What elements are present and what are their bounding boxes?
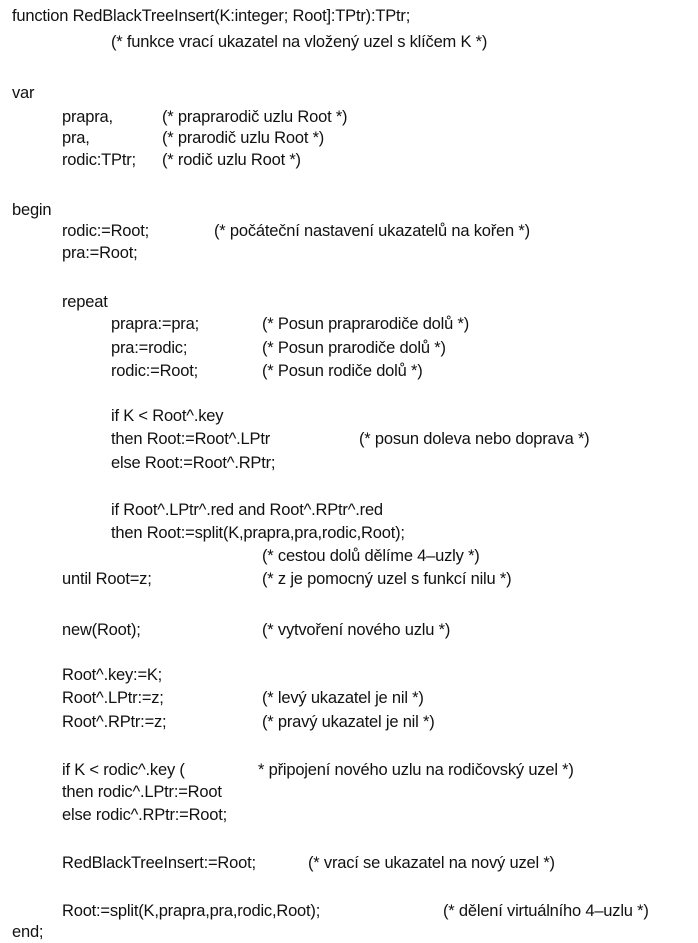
result-comment: (* vrací se ukazatel na nový uzel *) [308,854,555,872]
shift-prapra-code: prapra:=pra; [111,315,199,333]
var-keyword: var [12,84,35,102]
descend-else-line: else Root:=Root^.RPtr; [111,454,276,472]
var-comment-rodic: (* rodič uzlu Root *) [162,151,301,169]
function-description-comment: (* funkce vrací ukazatel na vložený uzel s klíčem K *) [111,33,488,51]
repeat-keyword: repeat [62,293,108,311]
new-root-comment: (* vytvoření nového uzlu *) [262,621,451,639]
function-signature: function RedBlackTreeInsert(K:integer; Root]:TPtr):TPtr; [12,7,411,25]
begin-keyword: begin [12,201,52,219]
init-pra-assign: pra:=Root; [62,244,138,262]
final-split-code: Root:=split(K,prapra,pra,rodic,Root); [62,902,321,920]
split-comment: (* cestou dolů dělíme 4–uzly *) [262,547,480,565]
attach-comment: * připojení nového uzlu na rodičovský uzel *) [258,761,574,779]
attach-if-line: if K < rodic^.key ( [62,761,185,779]
split-then-line: then Root:=split(K,prapra,pra,rodic,Root); [111,524,405,542]
shift-prapra-comment: (* Posun praprarodiče dolů *) [262,315,469,333]
result-code: RedBlackTreeInsert:=Root; [62,854,256,872]
end-keyword: end; [12,923,44,941]
shift-pra-comment: (* Posun prarodiče dolů *) [262,339,446,357]
var-comment-prapra: (* praprarodič uzlu Root *) [162,108,348,126]
field-key-code: Root^.key:=K; [62,666,163,684]
attach-then-line: then rodic^.LPtr:=Root [62,783,222,801]
descend-comment: (* posun doleva nebo doprava *) [359,430,590,448]
descend-then-line: then Root:=Root^.LPtr [111,430,271,448]
shift-rodic-code: rodic:=Root; [111,362,199,380]
var-name-pra: pra, [62,129,90,147]
field-lptr-code: Root^.LPtr:=z; [62,689,164,707]
until-comment: (* z je pomocný uzel s funkcí nilu *) [262,570,512,588]
new-root-code: new(Root); [62,621,141,639]
var-comment-pra: (* prarodič uzlu Root *) [162,129,325,147]
until-code: until Root=z; [62,570,152,588]
var-name-prapra: prapra, [62,108,113,126]
var-name-rodic: rodic:TPtr; [62,151,136,169]
init-rodic-assign: rodic:=Root; [62,222,150,240]
descend-if-line: if K < Root^.key [111,407,224,425]
attach-else-line: else rodic^.RPtr:=Root; [62,806,228,824]
field-rptr-comment: (* pravý ukazatel je nil *) [262,713,435,731]
field-rptr-code: Root^.RPtr:=z; [62,713,167,731]
shift-pra-code: pra:=rodic; [111,339,188,357]
split-if-line: if Root^.LPtr^.red and Root^.RPtr^.red [111,501,383,519]
final-split-comment: (* dělení virtuálního 4–uzlu *) [443,902,649,920]
shift-rodic-comment: (* Posun rodiče dolů *) [262,362,423,380]
init-comment: (* počáteční nastavení ukazatelů na kořen *) [214,222,530,240]
field-lptr-comment: (* levý ukazatel je nil *) [262,689,424,707]
